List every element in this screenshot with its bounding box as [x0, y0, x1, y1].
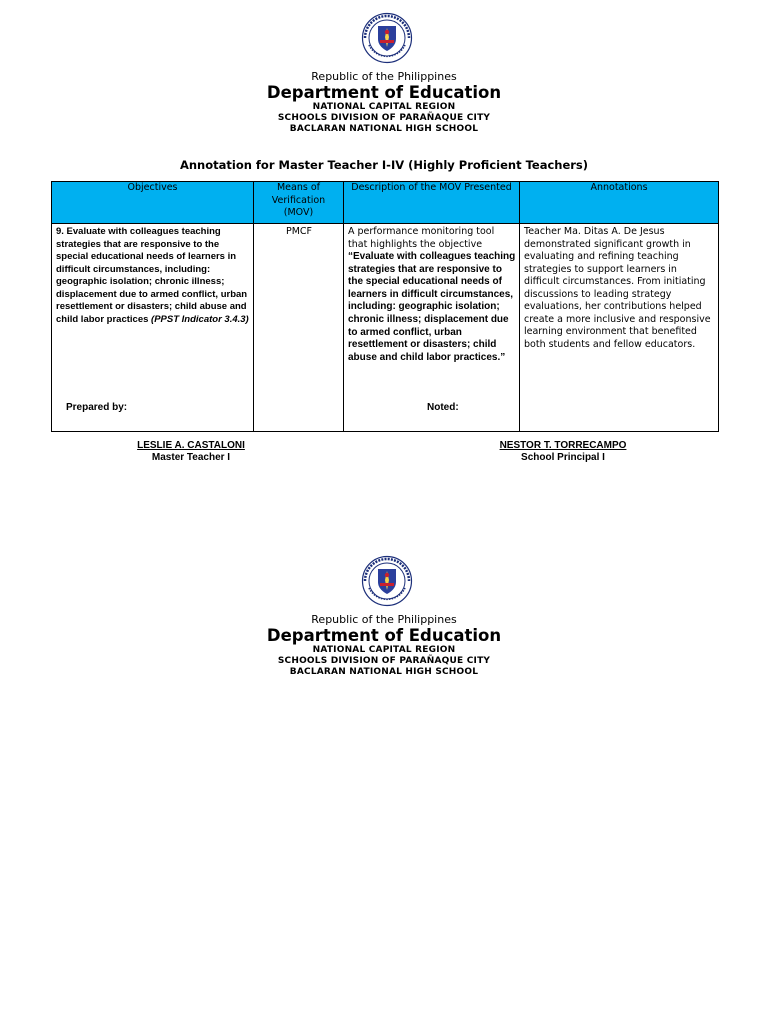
prepared-by-label: Prepared by:	[66, 402, 128, 413]
school-heading: BACLARAN NATIONAL HIGH SCHOOL	[289, 667, 479, 677]
column-header-means: Means of Verification (MOV)	[254, 182, 344, 224]
column-header-objectives: Objectives	[52, 182, 254, 224]
preparer-signature	[76, 440, 306, 463]
region-heading: NATIONAL CAPITAL REGION	[312, 645, 456, 655]
republic-heading: Republic of the Philippines	[311, 613, 457, 626]
description-intro: A performance monitoring tool that highlights the objective	[348, 226, 495, 250]
mov-table	[51, 181, 719, 432]
table-row	[52, 224, 719, 432]
annotation-title: Annotation for Master Teacher I-IV (Highly Proficient Teachers)	[179, 158, 589, 172]
deped-seal-icon	[361, 555, 413, 607]
annotation-cell: Teacher Ma. Ditas A. De Jesus demonstrated significant growth in evaluating and refining teaching strategies to support learners in difficult circumstances. From initiating discussions to leading strategy evaluations, her contributions helped create a more inclusive and responsive learning environment that benefited both students and fellow educators.	[520, 224, 719, 432]
objective-text: 9. Evaluate with colleagues teaching strategies that are responsive to the special educational needs of learners in difficult circumstances, including: geographic isolation; chronic illness; displacement due to armed conflict, urban resettlement or disasters; child abuse and child labor practices	[56, 226, 248, 325]
region-heading: NATIONAL CAPITAL REGION	[312, 102, 456, 112]
objective-indicator: (PPST Indicator 3.4.3)	[151, 313, 249, 325]
republic-heading: Republic of the Philippines	[311, 70, 457, 83]
noter-name: NESTOR T. TORRECAMPO	[499, 440, 627, 451]
noter-position: School Principal I	[521, 452, 605, 463]
description-quote: “Evaluate with colleagues teaching strategies that are responsive to the special educational needs of learners in difficult circumstances, including: geographic isolation; chronic illness; displacement due to armed conflict, urban resettlement or disasters; child abuse and child labor practices.”	[348, 251, 516, 363]
noter-signature	[448, 440, 678, 463]
division-heading: SCHOOLS DIVISION OF PARAÑAQUE CITY	[277, 113, 491, 123]
division-heading: SCHOOLS DIVISION OF PARAÑAQUE CITY	[277, 656, 491, 666]
preparer-position: Master Teacher I	[151, 452, 231, 463]
preparer-name: LESLIE A. CASTALONI	[137, 440, 245, 451]
description-cell	[344, 224, 520, 432]
column-header-annotations: Annotations	[520, 182, 719, 224]
department-heading: Department of Education	[266, 83, 502, 102]
column-header-description: Description of the MOV Presented	[344, 182, 520, 224]
school-heading: BACLARAN NATIONAL HIGH SCHOOL	[289, 124, 479, 134]
noted-label: Noted:	[427, 402, 459, 413]
objective-cell	[52, 224, 254, 432]
deped-seal-icon	[361, 12, 413, 64]
table-header-row	[52, 182, 719, 224]
means-cell: PMCF	[254, 224, 344, 432]
department-heading: Department of Education	[266, 626, 502, 645]
document-page-2	[0, 540, 768, 740]
